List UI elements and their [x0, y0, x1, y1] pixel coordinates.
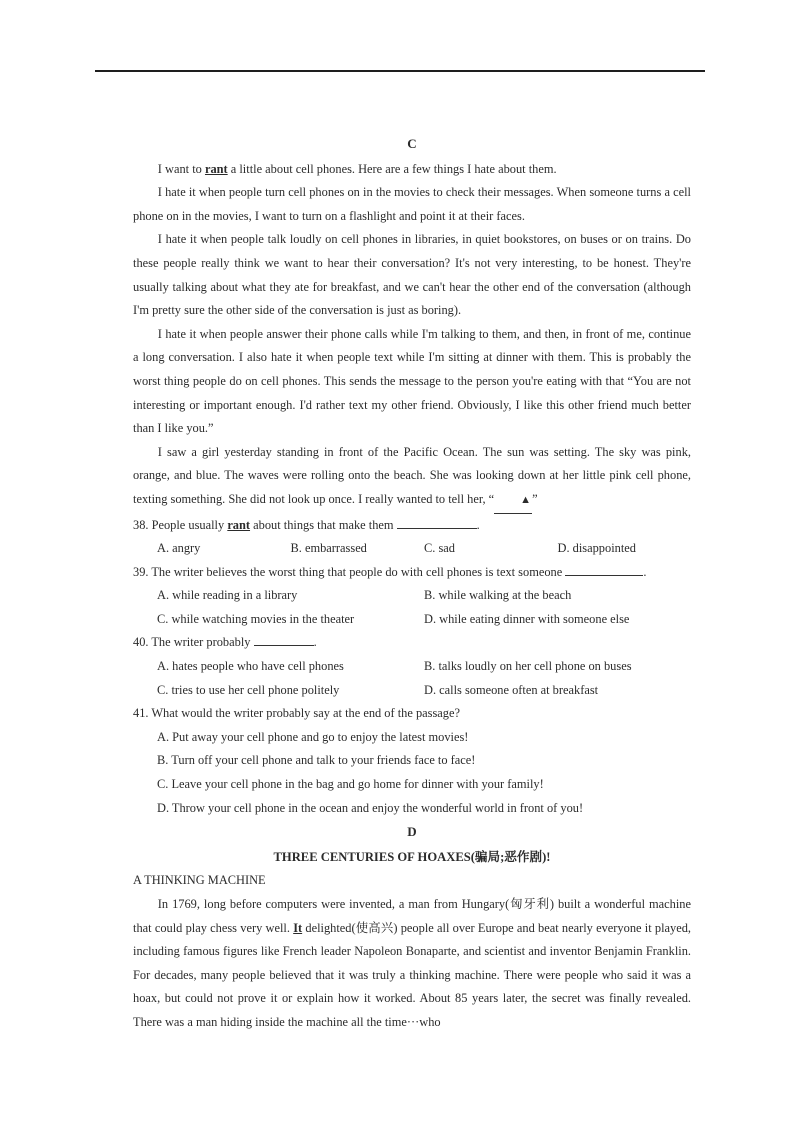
option-a: A. Put away your cell phone and go to enjoy the latest movies!	[157, 729, 469, 744]
text-run: a little about cell phones. Here are a few things I hate about them.	[227, 161, 557, 176]
passage-c-paragraph-1	[133, 158, 691, 182]
option-b: B. Turn off your cell phone and talk to your friends face to face!	[157, 753, 476, 768]
document-page	[133, 132, 691, 1035]
underlined-word-rant: rant	[227, 517, 251, 532]
answer-blank-triangle: ▲	[494, 489, 532, 514]
question-40-options-row-2	[133, 679, 691, 703]
option-c: C. sad	[424, 541, 455, 556]
answer-blank	[565, 563, 643, 576]
question-stem: about things that make them	[250, 517, 394, 532]
passage-c-paragraph-2: I hate it when people turn cell phones on in the movies to check their messages. When someone turns a cell phone on in the movies, I want to turn on a flashlight and point it at their faces.	[133, 185, 691, 223]
text-run: I want to	[157, 161, 205, 176]
text-run: In 1769, long before computers were invented, a man from Hungary(匈牙利) built a wonderful machine that could play chess very well.	[133, 897, 691, 935]
text-run: delighted(使高兴) people all over Europe and beat nearly everyone it played, including famous figures like French leader Napoleon Bonaparte, and scientist and inventor Benjamin Franklin. For decades, many people believed that it was truly a thinking machine. There were people who said it was a hoax, but could not prove it or explain how it worked. About 85 years later, the secret was finally revealed. There was a man hiding inside the machine all the time···who	[133, 920, 692, 1029]
section-d-subheading: A THINKING MACHINE	[133, 873, 266, 888]
question-stem: .	[313, 635, 317, 650]
question-stem: 38. People usually	[133, 517, 228, 532]
passage-c-paragraph-5	[133, 441, 691, 514]
option-b: B. while walking at the beach	[424, 588, 572, 603]
underlined-word-it: It	[293, 920, 303, 935]
option-c: C. Leave your cell phone in the bag and go home for dinner with your family!	[157, 777, 544, 792]
option-b: B. embarrassed	[290, 541, 367, 556]
option-a: A. angry	[157, 541, 201, 556]
question-38	[133, 514, 691, 538]
underlined-word-rant: rant	[204, 161, 228, 176]
option-d: D. Throw your cell phone in the ocean and enjoy the wonderful world in front of you!	[157, 800, 584, 815]
option-c: C. tries to use her cell phone politely	[157, 682, 340, 697]
question-stem: .	[643, 564, 647, 579]
question-stem: 39. The writer believes the worst thing that people do with cell phones is text someone	[133, 564, 563, 579]
passage-c-paragraph-4: I hate it when people answer their phone calls while I'm talking to them, and then, in front of me, continue a long conversation. I also hate it when people text while I'm sitting at dinner with them. This is probably the worst thing people do on cell phones. This sends the message to the person you're eating with that “You are not interesting or important enough. I'd rather text my other friend. Obviously, I like this other friend much better than I like you.”	[133, 326, 691, 436]
section-d-title: THREE CENTURIES OF HOAXES(骗局;恶作剧)!	[273, 849, 551, 864]
section-c-heading: C	[407, 136, 417, 151]
option-d: D. disappointed	[557, 541, 636, 556]
text-run: I saw a girl yesterday standing in front of the Pacific Ocean. The sun was setting. The sky was pink, orange, and blue. The waves were rolling onto the beach. She was looking down at her little pink cell phone, texting something. She did not look up once. I really wanted to tell her, “	[133, 444, 691, 506]
option-d: D. calls someone often at breakfast	[424, 682, 599, 697]
option-a: A. while reading in a library	[157, 588, 298, 603]
question-39-options-row-1	[133, 584, 691, 608]
option-b: B. talks loudly on her cell phone on buses	[424, 659, 632, 674]
question-40-options-row-1	[133, 655, 691, 679]
question-39	[133, 561, 691, 585]
text-run: ”	[532, 491, 538, 506]
passage-d-paragraph-1	[133, 893, 691, 1035]
answer-blank	[397, 516, 477, 529]
answer-blank	[254, 633, 314, 646]
question-41: 41. What would the writer probably say at the end of the passage?	[133, 706, 460, 721]
question-38-options	[133, 537, 691, 561]
header-rule	[95, 70, 705, 72]
question-39-options-row-2	[133, 608, 691, 632]
question-40	[133, 631, 691, 655]
option-d: D. while eating dinner with someone else	[424, 611, 630, 626]
question-stem: 40. The writer probably	[133, 635, 251, 650]
section-d-heading: D	[407, 824, 417, 840]
option-a: A. hates people who have cell phones	[157, 659, 344, 674]
question-stem: .	[476, 517, 480, 532]
option-c: C. while watching movies in the theater	[157, 611, 355, 626]
passage-c-paragraph-3: I hate it when people talk loudly on cell phones in libraries, in quiet bookstores, on buses or on trains. Do these people really think we want to hear their conversation? It's not very interesting, to be honest. They're usually talking about what they ate for breakfast, and we can't hear the other end of the conversation (although I'm pretty sure the other side of the conversation is just as boring).	[133, 232, 691, 318]
